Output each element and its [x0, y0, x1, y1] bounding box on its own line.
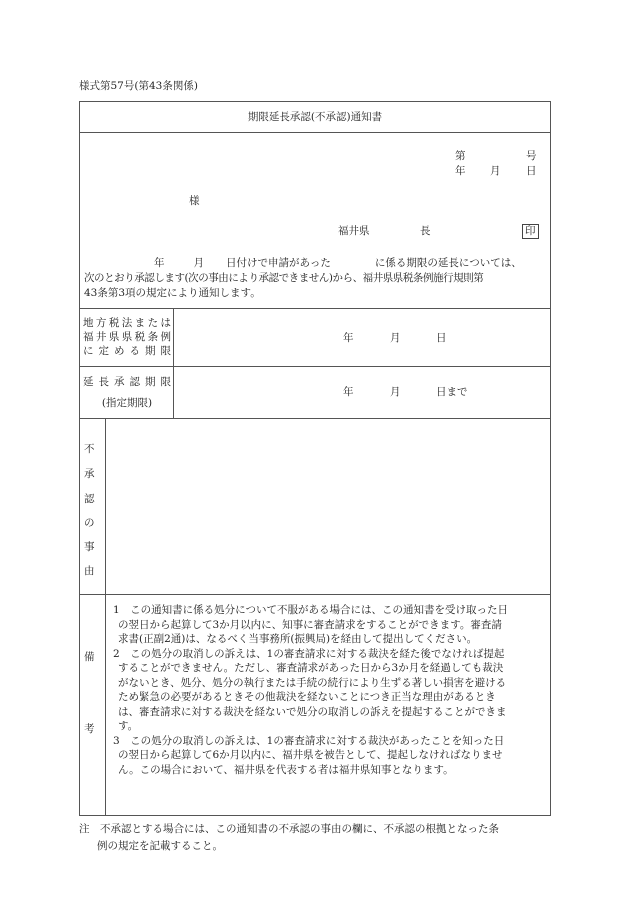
reason-label-char: 事 [84, 541, 95, 553]
intro-year: 年 [154, 257, 165, 269]
extension-month: 月 [390, 386, 401, 398]
rule-title [80, 132, 550, 133]
addressee-suffix: 様 [189, 195, 200, 207]
remark-line: ため緊急の必要があるときその他裁決を経ないことにつき正当な理由があるとき [118, 691, 496, 703]
intro-month: 月 [193, 257, 204, 269]
col-divider-upper [173, 308, 174, 418]
remark-line: す。 [118, 720, 139, 732]
intro-day-text: 日付けで申請があった [226, 257, 331, 269]
body-line-1 [84, 256, 522, 271]
remark-line: の翌日から起算して6か月以内に、福井県を被告として、提起しなければなりませ [118, 749, 503, 761]
deadline-label [83, 316, 171, 358]
remark-line: 1 この通知書に係る処分について不服がある場合には、この通知書を受け取った日 [113, 604, 508, 616]
col-divider-lower [105, 418, 106, 815]
remarks-label-char: 考 [84, 723, 95, 735]
rule-extension [80, 418, 550, 419]
extension-sublabel: (指定期限) [101, 397, 153, 409]
extension-year: 年 [343, 386, 354, 398]
seal-stamp: 印 [522, 224, 539, 239]
remark-line: 2 この処分の取消しの訴えは、1の審査請求に対する裁決を経た後でなければ提起 [113, 647, 505, 660]
remark-line: ん。この場合において、福井県を代表する者は福井県知事となります。 [118, 763, 454, 776]
remark-line: 求書(正副2通)は、なるべく当事務所(振興局)を経由して提出してください。 [118, 633, 478, 645]
remark-line: することができません。ただし、審査請求があった日から3か月を経過しても裁決 [118, 662, 504, 674]
form-title: 期限延長承認(不承認)通知書 [247, 111, 383, 123]
rule-deadline [80, 366, 550, 367]
deadline-month: 月 [390, 332, 401, 344]
note-line-1: 注 不承認とする場合には、この通知書の不承認の事由の欄に、不承認の根拠となった条 [79, 823, 499, 835]
deadline-day: 日 [436, 332, 447, 344]
remark-line: の翌日から起算して3か月以内に、知事に審査請求をすることができます。審査請 [118, 618, 502, 631]
reason-label-char: 認 [84, 493, 95, 505]
extension-day: 日まで [436, 386, 468, 398]
body-line-3: 43条第3項の規定により通知します。 [84, 287, 261, 299]
body-paragraph [84, 256, 522, 301]
extension-label: 延長承認期限 [83, 376, 171, 388]
reason-label-char: 由 [84, 565, 95, 577]
form-number: 様式第57号(第43条関係) [79, 80, 198, 92]
deadline-label-line-3: に定める期限 [83, 345, 171, 357]
date-day: 日 [526, 165, 537, 177]
remarks-text [113, 603, 508, 777]
reason-label-char: の [84, 517, 95, 529]
deadline-label-line-2: 福井県県税条例 [83, 331, 171, 343]
doc-number-prefix: 第 [455, 150, 466, 162]
reason-label-char: 不 [84, 443, 95, 455]
reason-field[interactable] [107, 420, 547, 592]
doc-number-suffix: 号 [526, 150, 537, 162]
remark-line: がないとき、処分、処分の執行または手続の続行により生ずる著しい損害を避ける [118, 676, 507, 689]
rule-body [80, 308, 550, 309]
date-month: 月 [490, 165, 501, 177]
remarks-label-char: 備 [84, 651, 95, 663]
rule-reason [80, 594, 550, 595]
intro-rest: に係る期限の延長については、 [374, 257, 522, 269]
issuer-title: 長 [420, 225, 431, 237]
notice-form [79, 101, 551, 816]
note-line-2: 例の規定を記載すること。 [97, 840, 223, 852]
issuer-prefecture: 福井県 [338, 225, 370, 237]
remark-line: 3 この処分の取消しの訴えは、1の審査請求に対する裁決があったことを知った日 [113, 734, 505, 747]
remark-line: は、審査請求に対する裁決を経ないで処分の取消しの訴えを提起することができま [118, 705, 507, 718]
reason-label-char: 承 [84, 468, 95, 480]
date-year: 年 [455, 165, 466, 177]
body-line-2: 次のとおり承認します(次の事由により承認できません)から、福井県県税条例施行規則第 [84, 272, 484, 284]
deadline-label-line-1: 地方税法または [83, 317, 171, 329]
deadline-year: 年 [343, 332, 354, 344]
